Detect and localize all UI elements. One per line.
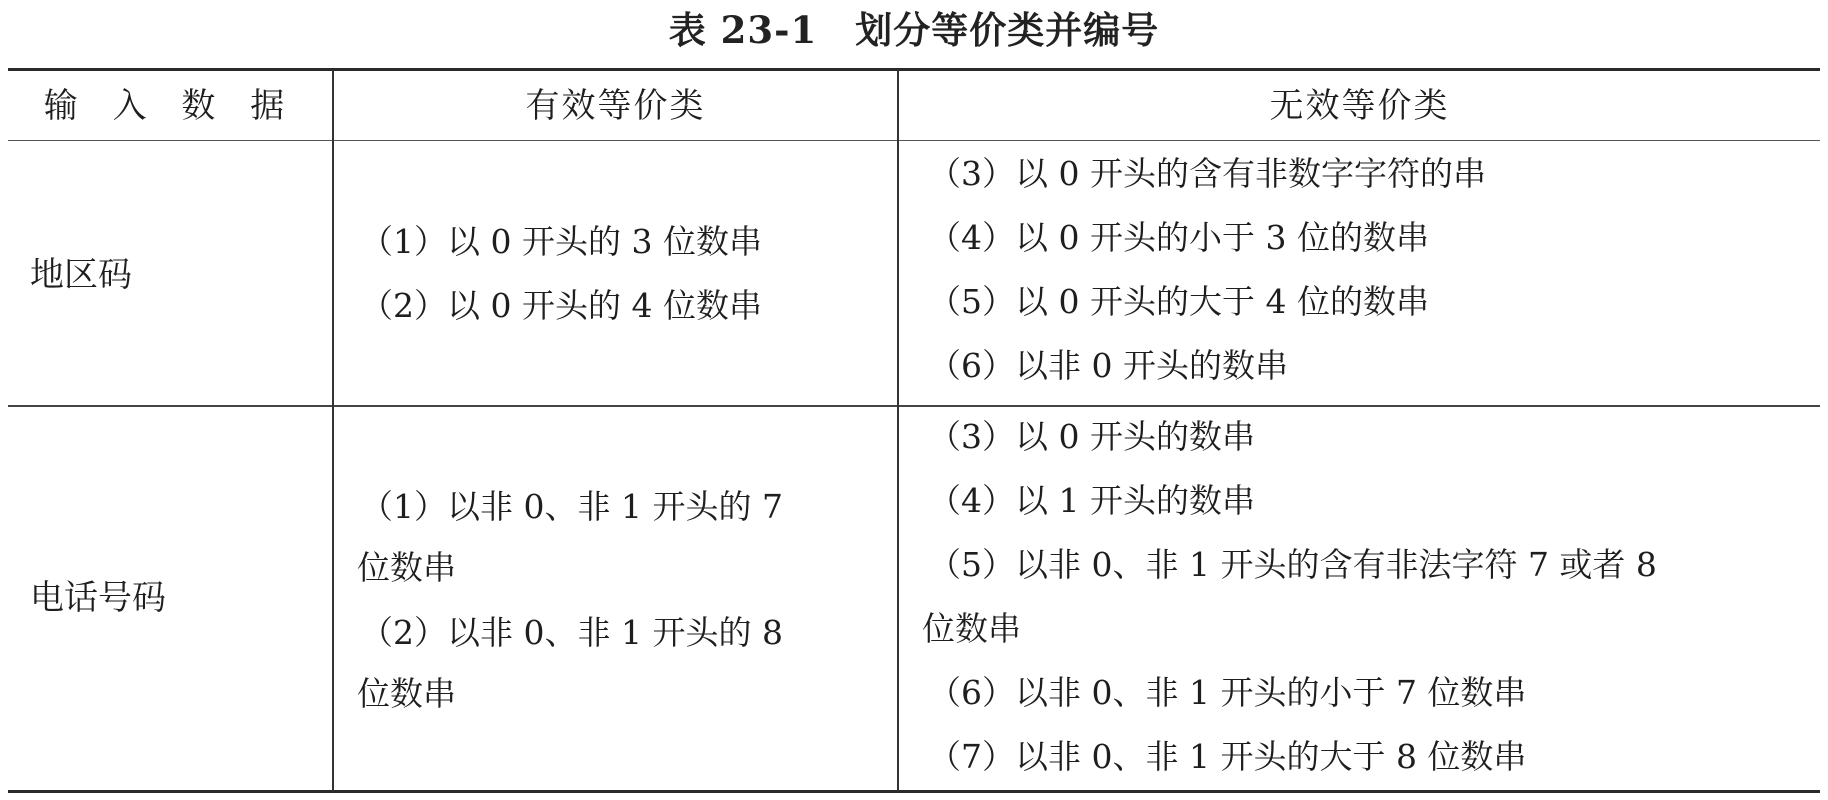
row-label-phone-number: 电话号码 xyxy=(30,578,166,618)
column-divider-1 xyxy=(332,70,334,791)
table-top-rule xyxy=(8,68,1820,71)
list-item: （4）以 1 开头的数串 xyxy=(928,481,1255,520)
area-code-invalid-list xyxy=(928,142,1486,398)
header-valid-classes: 有效等价类 xyxy=(525,86,706,126)
column-divider-2 xyxy=(897,70,899,791)
list-item: （1）以非 0、非 1 开头的 7 xyxy=(360,487,783,526)
header-input-data: 输 入 数 据 xyxy=(43,86,297,126)
table-bottom-rule xyxy=(8,790,1820,793)
list-item-continued: 位数串 xyxy=(357,674,456,713)
list-item: （7）以非 0、非 1 开头的大于 8 位数串 xyxy=(928,737,1527,776)
list-item: （3）以 0 开头的含有非数字字符的串 xyxy=(928,154,1486,193)
list-item: （2）以 0 开头的 4 位数串 xyxy=(360,286,762,325)
list-item-continued: 位数串 xyxy=(922,609,1021,648)
list-item: （2）以非 0、非 1 开头的 8 xyxy=(360,613,783,652)
list-item: （4）以 0 开头的小于 3 位的数串 xyxy=(928,218,1429,257)
list-item-continued: 位数串 xyxy=(357,548,456,587)
row-divider xyxy=(8,405,1820,407)
list-item: （3）以 0 开头的数串 xyxy=(928,417,1255,456)
list-item: （5）以 0 开头的大于 4 位的数串 xyxy=(928,282,1429,321)
list-item: （6）以非 0 开头的数串 xyxy=(928,346,1288,385)
header-divider xyxy=(8,140,1820,141)
list-item: （5）以非 0、非 1 开头的含有非法字符 7 或者 8 xyxy=(928,545,1657,584)
row-label-area-code: 地区码 xyxy=(30,255,132,295)
list-item: （6）以非 0、非 1 开头的小于 7 位数串 xyxy=(928,673,1527,712)
area-code-valid-list xyxy=(360,210,762,338)
header-invalid-classes: 无效等价类 xyxy=(1269,86,1450,126)
list-item: （1）以 0 开头的 3 位数串 xyxy=(360,222,762,261)
table-caption: 表 23-1 划分等价类并编号 xyxy=(668,8,1160,52)
